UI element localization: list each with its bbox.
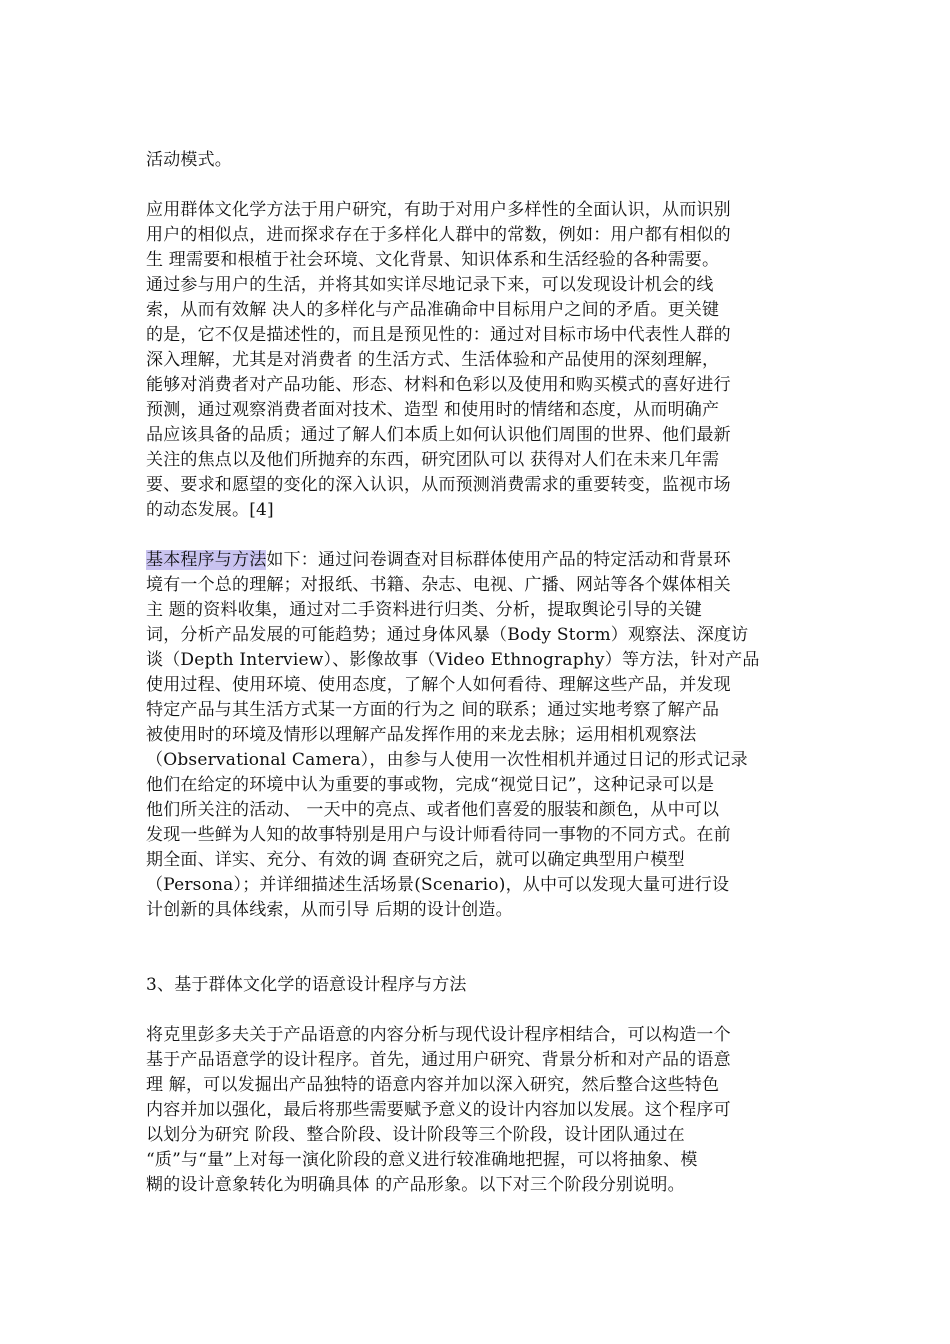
text-line: 糊的设计意象转化为明确具体 的产品形象。以下对三个阶段分别说明。 [146, 1175, 685, 1195]
text-line: 深入理解，尤其是对消费者 的生活方式、生活体验和产品使用的深刻理解， [146, 350, 720, 370]
text-line: 的是，它不仅是描述性的，而且是预见性的：通过对目标市场中代表性人群的 [146, 325, 731, 345]
text-line: 他们所关注的活动、 一天中的亮点、或者他们喜爱的服装和颜色，从中可以 [146, 800, 720, 820]
text-line: 内容并加以强化，最后将那些需要赋予意义的设计内容加以发展。这个程序可 [146, 1100, 731, 1120]
text-line: 的动态发展。[4] [146, 500, 274, 520]
text-line: 理 解，可以发掘出产品独特的语意内容并加以深入研究，然后整合这些特色 [146, 1075, 720, 1095]
text-line: 被使用时的环境及情形以理解产品发挥作用的来龙去脉；运用相机观察法 [146, 725, 697, 745]
paragraph-3 [146, 1023, 804, 1198]
text-run: 如下：通过问卷调查对目标群体使用产品的特定活动和背景环 [266, 550, 731, 570]
text-line: “质”与“量”上对每一演化阶段的意义进行较准确地把握，可以将抽象、模 [146, 1150, 698, 1170]
text-line: 谈（Depth Interview）、影像故事（Video Ethnography）等方法，针对产品 [146, 650, 760, 670]
text-line: 他们在给定的环境中认为重要的事或物，完成“视觉日记”，这种记录可以是 [146, 775, 715, 795]
text-line: 品应该具备的品质；通过了解人们本质上如何认识他们周围的世界、他们最新 [146, 425, 731, 445]
text-line [146, 548, 804, 573]
text-line: 生 理需要和根植于社会环境、文化背景、知识体系和生活经验的各种需要。 [146, 250, 720, 270]
text-line: 通过参与用户的生活，并将其如实详尽地记录下来，可以发现设计机会的线 [146, 275, 714, 295]
text-line: 索，从而有效解 决人的多样化与产品准确命中目标用户之间的矛盾。更关键 [146, 300, 720, 320]
text-line: 活动模式。 [146, 150, 232, 170]
text-line: 计创新的具体线索，从而引导 后期的设计创造。 [146, 900, 513, 920]
text-line: 能够对消费者对产品功能、形态、材料和色彩以及使用和购买模式的喜好进行 [146, 375, 731, 395]
text-line: （Persona）；并详细描述生活场景(Scenario)，从中可以发现大量可进行设 [146, 875, 730, 895]
text-line: 发现一些鲜为人知的故事特别是用户与设计师看待同一事物的不同方式。在前 [146, 825, 731, 845]
highlighted-text[interactable]: 基本程序与方法 [146, 550, 267, 570]
text-line: 用户的相似点，进而探求存在于多样化人群中的常数，例如：用户都有相似的 [146, 225, 731, 245]
document-page [146, 148, 804, 1198]
text-line: 以划分为研究 阶段、整合阶段、设计阶段等三个阶段，设计团队通过在 [146, 1125, 685, 1145]
text-line: 关注的焦点以及他们所抛弃的东西，研究团队可以 获得对人们在未来几年需 [146, 450, 720, 470]
text-line: 使用过程、使用环境、使用态度，了解个人如何看待、理解这些产品，并发现 [146, 675, 731, 695]
text-line: 要、要求和愿望的变化的深入认识，从而预测消费需求的重要转变，监视市场 [146, 475, 731, 495]
heading-text: 3、基于群体文化学的语意设计程序与方法 [146, 975, 467, 995]
text-line: 应用群体文化学方法于用户研究，有助于对用户多样性的全面认识，从而识别 [146, 200, 731, 220]
paragraph-1 [146, 198, 804, 523]
text-line: 预测，通过观察消费者面对技术、造型 和使用时的情绪和态度，从而明确产 [146, 400, 720, 420]
text-line: （Observational Camera），由参与人使用一次性相机并通过日记的形式记录 [146, 750, 748, 770]
paragraph-0 [146, 148, 804, 173]
text-line: 特定产品与其生活方式某一方面的行为之 间的联系；通过实地考察了解产品 [146, 700, 720, 720]
text-line: 期全面、详实、充分、有效的调 查研究之后，就可以确定典型用户模型 [146, 850, 685, 870]
text-line: 主 题的资料收集，通过对二手资料进行归类、分析，提取舆论引导的关键 [146, 600, 703, 620]
section-heading [146, 973, 804, 998]
text-line: 将克里彭多夫关于产品语意的内容分析与现代设计程序相结合，可以构造一个 [146, 1025, 731, 1045]
text-line: 词，分析产品发展的可能趋势；通过身体风暴（Body Storm）观察法、深度访 [146, 625, 749, 645]
text-line: 基于产品语意学的设计程序。首先，通过用户研究、背景分析和对产品的语意 [146, 1050, 731, 1070]
paragraph-2 [146, 548, 804, 923]
text-line: 境有一个总的理解；对报纸、书籍、杂志、电视、广播、网站等各个媒体相关 [146, 575, 731, 595]
